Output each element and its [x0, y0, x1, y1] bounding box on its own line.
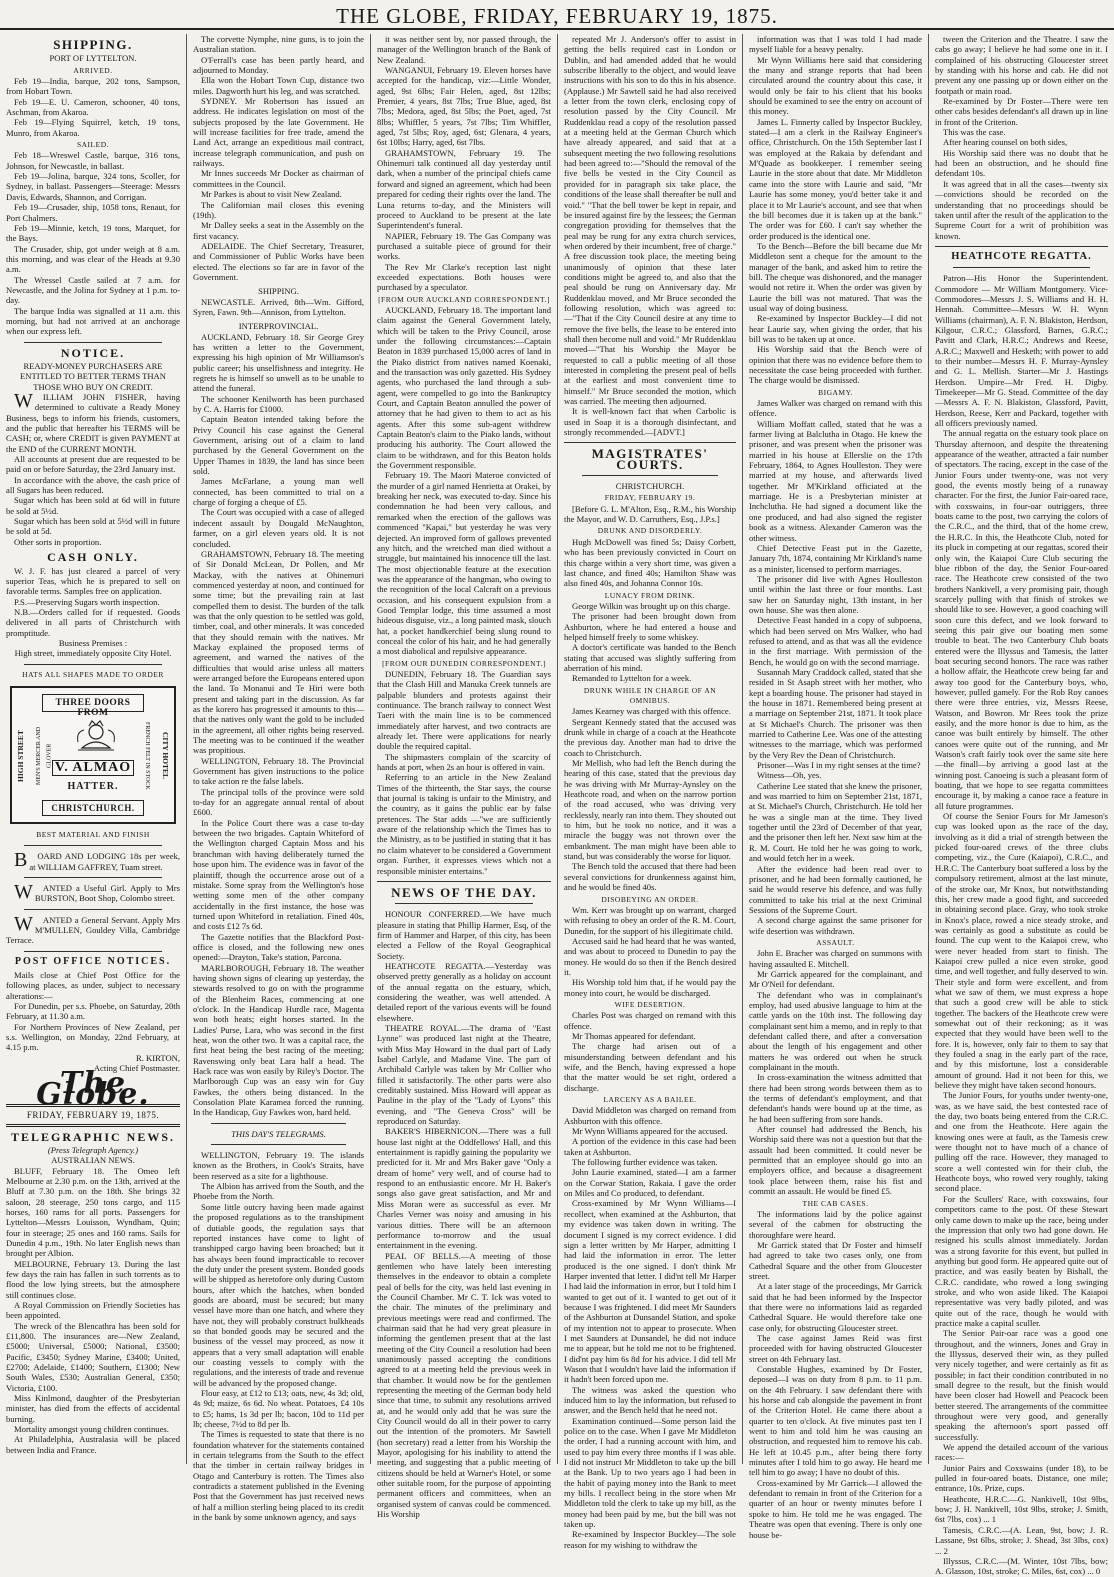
case-paragraph: Cross-examined by Mr Wynn Williams—I recollect, when examined at the Ashburton, that my evidence was taken down in writing. The document I signed is my correct evidence. I did sign a letter written by Mr Harper, admitting I had laid the information in error. The letter produced is the one signed. I don't think Mr Harper invented that letter. I did'nt tell Mr Harper I had laid the information in error, but I told him I wanted to get out of it. I wanted to get out of it because I was frightened. I did meet Mr Saunders of the Ashburton at Dunsandel Station, and spoke of my intention not to appear to prosecute. When I met Saunders at Dunsandel, he did not induce me to appear, but he told me not to be frightened. I did'nt pay him 6s 8d for his advice. I did tell Mr Wason that I wouldn't have laid the information if it hadn't been forced upon me. [564, 1198, 736, 1385]
column-6 [928, 34, 1114, 1577]
arrived-label: ARRIVED. [73, 65, 113, 75]
case-paragraph: Mr Wynn Williams here said that considering the many and strange reports that had been circulated around the country about this case, it would only be fair to his client that his books should be examined to see the entry on account of this money. [749, 54, 922, 117]
post-signature: Acting Chief Postmaster. [93, 1063, 180, 1074]
issue-date: FRIDAY, FEBRUARY 19, 1875. [26, 1110, 160, 1121]
case-heading: DRUNK AND DISORDERLY. [597, 526, 703, 536]
case-heading: THE CAB CASES. [802, 1198, 869, 1208]
news-paragraph: It is well-known fact that when Carbolic is used in Soap it is a thorough disinfectant, and strongly recommended.—[ADVT.] [564, 406, 736, 438]
case-paragraph: Remanded to Lyttelton for a week. [572, 673, 692, 684]
column-2 [186, 34, 370, 1523]
regatta-result: Tamesis, C.R.C.—(A. Lean, 9st, bow; J. R. Lassane, 9st 6lbs, stroke; J. Shead, 3st 3lbs, cox) ... 2 [935, 1524, 1108, 1556]
case-paragraph: Re-examined by Dr Foster—There were ten other cabs besides defendant's all drawn up in line in front of the Criterion. [935, 96, 1108, 127]
column-1 [0, 34, 186, 1464]
magistrates-courts-heading: MAGISTRATES' COURTS. [591, 446, 709, 472]
case-paragraph: Witness—Oh, yes. [757, 770, 822, 781]
divider [211, 1123, 346, 1124]
australian-news-heading: AUSTRALIAN NEWS. [51, 1155, 135, 1166]
news-paragraph: The shipmasters complain of the scarcity of hands at port, when 2s an hour is offered in vain. [377, 751, 551, 773]
news-paragraph: Mr Dalley seeks a seat in the Assembly on the first vacancy. [193, 220, 364, 241]
ad-business-name: V. ALMAO [52, 760, 134, 776]
case-paragraph: Wm. Kerr was brought up on warrant, charged with refusing to obey an order of the R. M. Court, Dunedin, for the support of his illegitimate child. [564, 904, 736, 936]
divider [377, 881, 551, 882]
classified-ad: WANTED a Useful Girl. Apply to Mrs BURSTON, Boot Shop, Colombo street. [14, 880, 180, 904]
news-paragraph: WANGANUI, February 19. Eleven horses have accepted for the handicap, viz:—Little Wonder, aged, 9st 6lbs; Fair Helen, aged, 8st 12lbs; Premier, 4 years, 8st 7lbs; True Blue, aged, 8st 7lbs; Medora, aged, 8st 5lbs; the Poet, aged, 7st 8lbs; Whiffler, 5 years, 7st 7lbs; Tim Whiffler, aged, 7st 5lbs; Roy, aged, 6st; Glenara, 4 years, 6st 10lbs; Harry, aged, 6st 7lbs. [377, 65, 551, 148]
ad-side-right: FRENCH FELT IN STOCK [144, 722, 150, 790]
correspondent-label: [FROM OUR AUCKLAND CORRESPONDENT.] [378, 294, 550, 304]
hatter-advertisement [10, 686, 176, 824]
news-paragraph: SYDNEY. Mr Robertson has issued an address. He indicates legislation on most of the subjects proposed by the late Government. He will increase facilities for free trade, amend the Land Act, arrange an expeditious mail contract, increase telegraph communication, and push on railways. [193, 96, 364, 169]
news-paragraph: The Court was occupied with a case of alleged indecent assault by Dougald McNaughton, farmer, on a girl eleven years old. It is not concluded. [193, 507, 364, 549]
case-heading: ASSAULT. [816, 937, 855, 947]
divider [24, 877, 162, 878]
case-paragraph: The informations laid by the police against several of the cabmen for obstructing the thoroughfare were heard. [749, 1208, 922, 1240]
regatta-result: Heathcote, H.R.C.—G. Nankivell, 10st 9lbs, bow; J. H. Nankivell, 10st 9lbs, stroke; J. Smith, 6st 7lbs, cox) ... 1 [935, 1493, 1108, 1525]
ad-top-label: THREE DOORS FROM [42, 694, 144, 712]
arrival-entry: Feb 19—E. U. Cameron, schooner, 40 tons, Aschman, from Akaroa. [6, 96, 180, 118]
news-paragraph: WELLINGTON, February 19. The islands known as the Brothers, in Cook's Straits, have been reserved as a site for a lighthouse. [193, 1150, 364, 1181]
court-location: CHRISTCHURCH. [615, 481, 685, 492]
court-date: FRIDAY, FEBRUARY 19. [604, 493, 696, 503]
correspondent-label: [FROM OUR DUNEDIN CORRESPONDENT.] [382, 658, 546, 668]
news-paragraph: The Rev Mr Clarke's reception last night exceeded expectations. Both houses were purchased by a speculator. [377, 261, 551, 293]
shipping-note: The Crusader, ship, got under weigh at 8 a.m. this morning, and was clear of the Heads at 9.30 a.m. [6, 243, 180, 275]
case-paragraph: The following further evidence was taken. [572, 1157, 718, 1168]
cash-paragraph: P.S.—Preserving Sugars worth inspection. [14, 596, 160, 607]
case-paragraph: James Kearney was charged with this offence. [572, 706, 731, 717]
news-paragraph: The schooner Kenilworth has been purchased by C. A. Harris for £1000. [193, 393, 364, 415]
case-paragraph: Mr Thomas appeared for defendant. [572, 1030, 696, 1041]
shipping-heading: SHIPPING. [53, 37, 133, 52]
case-paragraph: The case against James Reid was first proceeded with for having obstructed Gloucester street on 4th February last. [749, 1332, 922, 1364]
classified-ad: WANTED a General Servant. Apply Mrs M'MULLEN, Gouldey Villa, Cambridge Terrace. [6, 912, 180, 946]
case-paragraph: After counsel had addressed the Bench, his Worship said there was not a question but that the assault had been committed. It could never be permitted that an employee should go into an employers office, and because a disagreement took place between them, raise his fist and commit an assault. He would be fined £5. [749, 1124, 922, 1197]
news-paragraph: The principal tolls of the province were sold to-day for an aggregate annual rental of about £600. [193, 786, 364, 818]
case-paragraph: Hugh McDowell was fined 5s; Daisy Corbett, who has been previously convicted in Court on this charge within a very short time, was given a last chance, and fined 40s; Hamilton Shaw was also fined 40s, and Johanna Connor 10s. [564, 536, 736, 589]
column-5 [742, 34, 928, 1540]
notice-paragraph: Sugar which has been sold at 5½d will in future be sold at 5d. [6, 516, 180, 537]
case-heading: BIGAMY. [818, 387, 853, 397]
shipping-subheading: SHIPPING. [258, 286, 299, 297]
news-paragraph: The Gazette notifies that the Blackford Post-office is closed, and the following new ones opened:—Drayton, Take's station, Parcona. [193, 931, 364, 963]
column-3 [370, 34, 557, 1520]
case-paragraph: David Middleton was charged on remand from Ashburton with this offence. [564, 1105, 736, 1126]
news-paragraph: THEATRE ROYAL.—The drama of "East Lynne" was produced last night at the Theatre, with Miss May Howard in the dual part of Lady Isabel Carlyle, and Madame Vine. The part of Archibald Carlyle was taken by Mr Collier who filled it satisfactorily. The other parts were also creditably sustained. Miss Howard will appear as Pauline in the play of the "Lady of Lyons" this evening, and "The Geneva Cross" will be reproduced on Saturday. [377, 1022, 551, 1127]
divider [24, 845, 162, 846]
news-paragraph: O'Ferrall's case has been partly heard, and adjourned to Monday. [193, 54, 364, 76]
news-paragraph: Mr Innes succeeds Mr Docker as chairman of committees in the Council. [193, 168, 364, 189]
news-paragraph: DUNEDIN, February 18. The Guardian says that the Clash Hill and Manuka Creek tunnels are palpable blunders and protests against their continuance. The branch railway to connect West Taeri with the main line is to be commenced immediately after harvest, and two contracts are already let. There were applications for nearly double the required capital. [377, 668, 551, 752]
divider [24, 909, 162, 910]
newspaper-title: The Globe. [36, 1066, 150, 1112]
divider [24, 951, 162, 952]
divider [935, 246, 1108, 247]
regatta-paragraph: Junior Pairs and Coxswains (under 18), to be pulled in four-oared boats. Distance, one mile; entrance, 10s. Prize, cups. [935, 1462, 1108, 1494]
case-paragraph: A portion of the evidence in this case had been taken at Ashburton. [564, 1136, 736, 1157]
case-paragraph: To the Bench—Before the bill became due Mr Middleton sent a cheque for the amount to the manager of the bank, and asked him to retire the bill. The cheque was dishonored, and the manager would not retire it. When the order was given by Laurie the bill was not matured. That was the usual way of doing business. [749, 240, 922, 313]
regatta-paragraph: For the Scullers' Race, with coxswains, four competitors came to the post. Of these Stewart only came down to make up the race, being under the impression that only two had gone down. He resigned his sculls almost immediately. Jordan was a strong favorite for this event, but pulled in anything but good form. He appeared quite out of practice, and was easily beaten by Bishall, the C.R.C. candidate, who rowed a long swinging stroke, and who won aside liked. The Kaiapoi representative was very badly piloted, and was quite out of the race, though he would with practice make a capital sculler. [935, 1193, 1108, 1328]
news-paragraph: HEATHCOTE REGATTA.—Yesterday was observed pretty generally as a holiday on account of the annual regatta on the estuary, which, considering the weather, was well attended. A detailed report of the various events will be found elsewhere. [377, 960, 551, 1023]
divider [6, 1124, 180, 1127]
case-heading: LUNACY FROM DRINK. [604, 590, 696, 600]
news-paragraph: Miss Kinlmond, daughter of the Presbyterian minister, has died from the effects of accidental burning. [6, 1393, 180, 1424]
news-paragraph: AUCKLAND, February 18. Sir George Grey has written a letter to the Government, expressing his high opinion of Mr Williamson's public career; his unselfishness and integrity. He regrets he is himself so unwell as to be unable to attend the funeral. [193, 331, 364, 394]
case-paragraph: Catherine Lee stated that she knew the prisoner, and was married to him on September 21st, 1871, at St. Michael's Church, Christchurch. He told her he was a single man at the time. They lived together until the 23rd of December of that year, and the prisoner then left her. Next saw him at the R. M. Court. He told her he was going to work, and would fetch her in a week. [749, 780, 922, 864]
news-paragraph: Some little outcry having been made against the proposed regulations as to the transhipment of dutiable goods, the regulation says that reported instances have come to light of transhipped cargo having been broached; but it has always been found impracticable to recover the duty under the present system. Bonded goods will be shipped as heretofore only during Custom hours, after which the hatches, when bonded goods are aboard, must be secured; but many vessel have more than one hatch, and where they have not, they will probably construct bulkheads so that bonded goods may be secured and the business of the vessel may proceed, as now it appears that a very small adaptation will enable our coasting vessels to comply with the regulations, and the interests of trade and revenue will be advanced by the proposed change. [193, 1201, 364, 1388]
court-bench: [Before G. L. M'Alton, Esq., R.M., his Worship the Mayor, and W. D. Carruthers, Esq., J.P.s.] [564, 503, 736, 525]
cash-paragraph: Business Premises : [58, 637, 128, 648]
case-paragraph: Cross-examined by Mr Garrick—I allowed the defendant to remain in front of the Criterion for a quarter of an hour or twenty minutes before I spoke to him. He told me he was engaged. The Theatre was open that evening. There is only one house be- [749, 1477, 922, 1540]
case-paragraph: Detective Feast handed in a copy of subpoena, which had been served on Mrs Walker, who had refused to attend, and as that was all the evidence in the first marriage. With permission of the Bench, he would go on with the second marriage. [749, 615, 922, 667]
news-paragraph: Mortality amongst young children continues. [14, 1424, 169, 1435]
cash-paragraph: N.B.—Orders called for if requested. Goods delivered in all parts of Christchurch with promptitude. [6, 606, 180, 638]
case-paragraph: John E. Bracher was charged on summons with having assaulted E. Mitchell. [749, 948, 922, 969]
news-paragraph: it was neither sent by, nor passed through, the manager of the Wellington branch of the Bank of New Zealand. [377, 34, 551, 65]
case-paragraph: His Worship said there was no doubt that he had been an obstruction, and he should fine defendant 10s. [935, 147, 1108, 179]
news-paragraph: The Californian mail closes this evening (19th). [193, 199, 364, 220]
regatta-paragraph: We append the detailed account of the various races:— [935, 1442, 1108, 1463]
sailing-entry: Feb 19—Minnie, ketch, 19 tons, Marquet, for the Bays. [6, 222, 180, 244]
news-paragraph: AUCKLAND, February 18. The important land claim against the General Government lately, which will be taken to the Privy Council, arose under the following circumstances:—Captain Beaton in 1839 purchased 15,000 acres of land in the Piako district from natives named Koenaki, and the transaction was only gazetted. His Sydney agents, who purchased the land through a sub-agent, were compelled to go into the Bankruptcy Court, and Captain Beaton annulled the power of attorney that he had given to them to act as his agents. After this some sub-agent withdrew Captain Beaton's claim to the Piako lands, without producing his authority. The Court allowed the claim to be withdrawn, and for this Beaton holds the Government responsible. [377, 304, 551, 471]
case-paragraph: It was agreed that in all the cases—twenty six—convictions should be recorded on the understanding that no proceedings should be taken until after the result of the application to the Supreme Court for a writ of prohibition was known. [935, 178, 1108, 241]
news-paragraph: A Royal Commission on Friendly Societies has been appointed. [6, 1300, 180, 1321]
news-paragraph: Captain Beaton intended taking before the Privy Council his case against the General Government, arising out of a claim to land purchased by the General Government on the Upper Thames in 1839, the land has since been sold. [193, 414, 364, 477]
news-paragraph: The corvette Nymphe, nine guns, is to join the Australian station. [193, 34, 364, 55]
case-paragraph: The witness was asked the question who induced him to lay the information, but refused to answer, and the Bench held that he need not. [564, 1384, 736, 1416]
cash-paragraph: High street, immediately opposite City Hotel. [14, 648, 172, 659]
case-heading: WIFE DESERTION. [614, 999, 686, 1009]
notice-heading: NOTICE. [60, 345, 126, 360]
case-paragraph: The prisoner did live with Agnes Houlleston until within the last three or four months. Last saw her on Saturday night, 13th instant, in her own house. She was then alone. [749, 573, 922, 615]
case-paragraph: Re-examined by Inspector Buckley—I did not hear Laurie say, when giving the order, that his bill was to be taken up at once. [749, 313, 922, 344]
case-heading: DRUNK WHILE IN CHARGE OF AN OMNIBUS. [583, 685, 717, 705]
news-paragraph: WELLINGTON, February 18. The Provincial Government has given instructions to the police to take action re the false labels. [193, 755, 364, 787]
news-paragraph: Flour easy, at £12 to £13; oats, new, 4s 3d; old, 4s 9d; maize, 6s 6d. No wheat. Potatoes, £4 10s to £5; hams, 1s 3d per lb; bacon, 10d to 11d per lb; cheese, 7½d to 8d per lb. [193, 1388, 364, 1430]
case-paragraph: George Wilkin was brought up on this charge. [572, 600, 731, 611]
notice-paragraph: All accounts at present due are requested to be paid on or before Saturday, the 23rd January inst. [6, 454, 180, 475]
case-paragraph: Sergeant Kennedy stated that the accused was drunk while in charge of a coach at the Heathcote the previous day. Another man had to drive the coach to Christchurch. [564, 716, 736, 758]
news-paragraph: February 19. The Maori Materoe convicted of the murder of a girl named Henrietta at Orakei, by breaking her neck, was executed to-day. Since his condemnation he had been very callous, and remarked when the erection of the gallows was commenced "Kapai," but yesterday he was very dejected. An improved form of gallows prevented any hitch, and the wretched man died without a struggle, but maintained his innocence till the last. The most objectionable feature at the execution was the appearance of the hangman, who owing to the recognition of the local Calcraft on a previous occasion, and his consequent expulsion from a Good Templar lodge, this time assumed a most hideous disguise, viz., a long painted mask, slouch hat, a pocket handkerchief being slung round to conceal the color of his hair, and he had generally a most diabolical and repulsive appearance. [377, 470, 551, 657]
post-paragraph: For Dunedin, per s.s. Phoebe, on Saturday, 20th February, at 11.30 a.m. [6, 1001, 180, 1022]
shipping-note: The Wressel Castle sailed at 7 a.m. for Newcastle, and the Jolina for Sydney at 1 p.m. to-day. [6, 274, 180, 306]
case-paragraph: Mr Garrick stated that Dr Foster and himself had agreed to take two cases only, one from Cathedral Square and the other from Gloucester street. [749, 1239, 922, 1281]
case-paragraph: Re-examined by Inspector Buckley—The sole reason for my wishing to withdraw the [564, 1529, 736, 1550]
port-subheading: PORT OF LYTTELTON. [49, 53, 137, 64]
case-paragraph: After hearing counsel on both sides, [943, 137, 1068, 148]
case-paragraph: Constable Hughes, examined by Dr Foster, deposed—I was on duty from 8 p.m. to 11 p.m. on the 4th February. I saw defendant there with his horse and cab alongside the pavement in front of the Criterion Hotel. He came there about a quarter to ten o'clock. At five minutes past ten I went to him and told him he was causing an obstruction, and requested him to remove his cab. He left at 10.45 p.m., after being there forty minutes after I told him to go away. He heard me tell him to go away; I have no doubt of this. [749, 1364, 922, 1478]
case-paragraph: James L. Finnerty called by Inspector Buckley, stated—I am a clerk in the Railway Engineer's office, Christchurch. On the 15th September last I was employed at the Rakaia by defendant and M'Quade as bookkeeper. I remember seeing Laurie in the store about that date. Mr Middleton came into the store with Laurie and said, "Mr Laurie has some money, you'd better take it and place it to Mr Laurie's account, and see that when the bill becomes due it is taken up at the bank." The order was for £60. I can't say whether the order produced is the identical one. [749, 116, 922, 241]
news-paragraph: In the Police Court there was a case to-day between the two brigades. Captain Whiteford of the Wellington charged Captain Moss and his branchman with having deliberately turned the hose upon him. The evidence was in favor of the plaintiff, though the occurrence arose out of a mistake. Some spray from the Wellington's hose wetting some men of the other company accidentally in the first instance, the hose was turned upon Whiteford in retaliation. Fined 40s, and costs £12 7s 6d. [193, 817, 364, 932]
shipping-note: The barque India was signalled at 11 a.m. this morning, but had not arrived at an anchorage when our express left. [6, 305, 180, 337]
sailing-entry: Feb 19—Crusader, ship, 1058 tons, Renaut, for Port Chalmers. [6, 202, 180, 223]
case-heading: DISOBEYING AN ORDER. [601, 894, 699, 904]
todays-telegrams-heading: THIS DAY'S TELEGRAMS. [231, 1128, 326, 1139]
divider [953, 267, 1090, 268]
column-4 [557, 34, 742, 1550]
case-heading: LARCENY AS A BAILEE. [603, 1095, 697, 1105]
news-paragraph: PEAL OF BELLS.—A meeting of those gentlemen who have lately been interesting themselves in the endeavor to obtain a complete peal of bells for the city, was held last evening in the Council Chamber. Mr C. T. Ick was voted to the chair. The minutes of the preliminary and previous meetings were read and confirmed. The chairman said that he had very great pleasure in informing the gentlemen present that at the last meeting of the City Council a resolution had been unanimously passed accepting the conditions agreed to at a meeting held the previous week in that chamber. It would now be for the gentlemen representing the meeting of the German body held since that time, to submit any resolutions arrived at, and he would only add that he was sure the City Council would do all in their power to carry out the intention of the promoters. Mr Sawtell (hon secretary) read a letter from his Worship the Mayor, apologising for his inability to attend the meeting, and suggesting that a public meeting of citizens should be held at Warner's Hotel, or some other suitable room, for the purpose of appointing permanent officers and committees, when an organised system of canvas could be commenced. His Worship [377, 1250, 551, 1520]
news-paragraph: MELBOURNE, February 13. During the last few days the rain has fallen in such torrents as to flood the low lying streets, but the atmosphere still continues close. [6, 1258, 180, 1300]
case-paragraph: Mr Garrick appeared for the complainant, and Mr O'Neil for defendant. [749, 968, 922, 990]
news-paragraph: James McFarlane, a young man well connected, has been committed to trial on a charge of forging a cheque of £5. [193, 476, 364, 508]
news-paragraph: ADELAIDE. The Chief Secretary, Treasurer, and Commissioner of Public Works have been elected. The elections so far are in favor of the Government. [193, 240, 364, 282]
case-paragraph: At a later stage of the proceedings, Mr Garrick said that he had been informed by the Inspector that there were no informations laid as regarded Cathedral Square. He would therefore take one case only, for obstructing Gloucester street. [749, 1281, 922, 1333]
case-paragraph: Charles Post was charged on remand with this offence. [564, 1010, 736, 1031]
notice-paragraph: Other sorts in proportion. [14, 536, 102, 547]
news-paragraph: The wreck of the Blencathra has been sold for £11,800. The insurances are—New Zealand, £5000; Universal, £5000; National, £3500; Pacific, £3450; Sydney Marine, £3400; United, £2700; Adelaide, £1400; Southern, £1300; New South Wales, £530; Australian General, £350; Victoria, £100. [6, 1320, 180, 1393]
regatta-paragraph: Of course the Senior Fours for Mr Jameson's cup was looked upon as the race of the day, involving as it did a trial of strength between the picked four-oared crews of the three clubs competing, viz., the Cure (Kaiapoi), C.R.C., and H.R.C. The Canterbury boat suffered a loss by the compulsory retirement, almost at the last minute, of the stroke oar, Mr Knox, but notwithstanding this, her crew made a good fight, and succeeded in obtaining second place. Gray, who took stroke in Knox's place, rowed a nice steady stroke, and was certainly as good a substitute as could be found. The cup went to the Kaiapoi crew, who were never headed from start to finish. The Kaiapoi crew pulled a nice even stroke, good time, and well together, and fully deserved to win. Their style and form were excellent, and from what we saw of them, we must express a hope that such a good crew will be able to stick together. The backers of the Heathcote crew were somewhat out of their reckoning; as it was expected that they would have been well to the fore. It is, however, only fair to them to say that they fouled a snag in the early part of the race, and by this misfortune, lost a considerable amount of ground. Had it not been for this, we believe they might have taken second honours. [935, 811, 1108, 1091]
regatta-paragraph: The annual regatta on the estuary took place on Thursday afternoon, and despite the threatening appearance of the weather, attracted a fair number of spectators. The racing, except in the case of the Junior Fours under twenty-one, was not very good, the events mostly being of a runaway character. For the first, the Junior Fair-oared race, with coxswains, in four-oar outriggers, three boats came to the post, two carrying the colors of the C.R.C., and the third, that of the home crew, the H.R.C. In this, the Heathcote Club, noted for its pluck in competing at our regattas, scored their only win, the Kaiapoi Cure Club securing the blue ribbon of the day, the Senior Four-oared race. The Heathcote crew consisted of the two brothers Nankivell, a very promising pair, though scarcely pulling with that finish of strokes we should like to see. However, a good coaching will soon cure this defect, and we look forward to seeing this pair give our boating men some trouble to beat. The two Canterbury Club boats entered were the Illyssus and Tamesis, the latter boat securing second honors. The race was rather a hollow affair, the Heathcote crew being far and away too good for the Canterbury boys, who, however, pulled gamely. For the Rob Roy canoes there were three entries, viz, Messrs Reese, Watson, and Bowron. Mr Rees took the prize easily, and the more honor is due to him, as the canoe was built entirely by himself. The other canoes were quite out of the running, and Mr Watson's craft fairly took over the same site here—the finall—by arriving a good last at the winning post. Canoeing is such a pleasant form of boating, that we hope to see regatta committees encourage it, by making a canoe race a feature in all future programmes. [935, 428, 1108, 811]
case-paragraph: tween the Criterion and the Theatre. I saw the cabs go away; I believe he had some one in it. I complained of his obstructing Gloucester street by standing with his horse and cab. He did not prevent any one passing up or down either on the footpath or main road. [935, 34, 1108, 96]
arrival-entry: Feb 19—India, barque, 202 tons, Sampson, from Hobart Town. [6, 76, 180, 97]
case-paragraph: A doctor's certificate was handed to the Bench stating that accused was slightly suffering from aberration of his mind. [564, 642, 736, 673]
telegraphic-news-heading: TELEGRAPHIC NEWS. [10, 1129, 176, 1144]
notice-paragraph: Sugar which has been sold at 6d will in future be sold at 5½d. [6, 495, 180, 516]
case-paragraph: The defendant who was in complainant's employ, had used abusive language to him at the cattle yards on the 10th inst. The following day complainant sent him a memo, and in reply to that defendant called there, and after a conversation about the length of his engagement and other matters he was ordered out when he struck complainant in the mouth. [749, 989, 922, 1073]
case-paragraph: Prisoner—Was I in my right senses at the time? [757, 760, 921, 771]
news-paragraph: HONOUR CONFERRED.—We have much pleasure in stating that Phillip Harmer, Esq, of the firm of Hammer and Harper, of this city, has been elected a Fellow of the Royal Geographical Society. [377, 909, 551, 961]
news-paragraph: Referring to an article in the New Zealand Times of the thirteenth, the Star says, the course that journal is taking is unfair to the Ministry, and the country, as it gains the public ear by false pretences. The Star adds —"we are sufficiently aware of the relationship which the Times has to the Ministry, as to be justified in stating that it has no claim whatever to be considered a Government organ. Further, it expresses views which not a responsible minister entertains." [377, 772, 551, 876]
post-signature: R. KIRTON, [136, 1052, 180, 1063]
divider [24, 664, 162, 665]
sailed-label: SAILED. [76, 140, 110, 150]
heathcote-regatta-heading: HEATHCOTE REGATTA. [951, 250, 1092, 262]
case-paragraph: After the evidence had been read over to prisoner, and he had been formally cautioned, he said he would reserve his defence, and was fully committed to take his trial at the next Criminal Sessions of the Supreme Court. [749, 863, 922, 915]
regatta-paragraph: The Senior Pair-oar race was a good one throughout, and the winners, Jones and Gray in the Illyssus, deserved their win, as they pulled very nicely together, and were certainly as fit as possible; in fact their condition contributed in no small degree to the result, but the finish would have been closer had Howell and Peacock been better steered. The arrangements of the committee throughout were very good, and generally speaking the afternoon's sport passed off successfully. [935, 1328, 1108, 1442]
ad-side-left: MEN'S MERCER AND GLOVER [36, 726, 53, 785]
news-paragraph: GRAHAMSTOWN, February 18. The meeting of Sir Donald McLean, Dr Pollen, and Mr Mackay, with the natives at Ohinemuri commenced yesterday at noon, and continued for some time; but the prevailing rain at last compelled them to desist. The burden of the talk was that the only question to be settled was gold, timber, coal, and other minerals. It was conceded that they should remain with the natives. Mr Mackay explained the proposed terms of agreement, and warned the natives of the difficulties that would arise unless all matters were arranged before the Europeans entered upon the land. To Monanui and Te Hiri were both present and taking part in the discussion. As far as the korero has progressed it amounts to this—that the natives only want the gold to be included in the agreement, all other rights being reserved. The meeting was to be continued if the weather was propitious. [193, 548, 364, 756]
hatter-ad-caption: HATS ALL SHAPES MADE TO ORDER [22, 669, 164, 679]
case-paragraph: information was that I was told I had made myself liable for a heavy penalty. [749, 34, 922, 55]
news-paragraph: GRAHAMSTOWN, February 19. The Ohinemuri talk continued all day yesterday until dark, when a number of the principal chiefs came forward and signed an agreement, which had been prepared for ceding their rights over the land. The Luna returns to-day, and the Ministers will proceed to Auckland to be present at the late Superintendent's funeral. [377, 147, 551, 231]
divider [211, 1144, 346, 1145]
news-paragraph: The Albion has arrived from the South, and the Phoebe from the North. [193, 1181, 364, 1202]
case-paragraph: The Bench told the accused that there had been several convictions for drunkenness against him, and he would be fined 40s. [564, 861, 736, 893]
news-paragraph: Mr Parkes is about to visit New Zealand. [201, 189, 342, 200]
divider [582, 475, 718, 476]
news-paragraph: The Times is requested to state that there is no foundation whatever for the statements contained in certain telegrams from the South to the effect that the timber in certain railway bridges in Otago and Canterbury is rotten. The Times also contradicts a statement published in the Evening Post that the Government has just received news of half a million sterling being placed to its credit in the bank by some unknown agency, and says [193, 1429, 364, 1523]
post-office-heading: POST OFFICE NOTICES. [14, 955, 172, 967]
news-paragraph: BLUFF, February 18. The Omeo left Melbourne at 2.30 p.m. on the 13th, arrived at the Bluff at 7.30 p.m. on the 18th. She brings 32 saloon, 28 steerage, 250 tons cargo, and 115 horses, 160 rams for all ports. Passengers for Lyttelton—Messrs Louisson, Wyndham, Quin; four in steerage; 25 ones and 160 rams. Sails for Dunedin 4 p.m., 19th. No later English news than brought per Albion. [6, 1165, 180, 1259]
news-paragraph: repeated Mr J. Anderson's offer to assist in getting the bells required cast in London or Dublin, and had amended added that he would subscribe liberally to the object, and would leave instructions with his son to do this in his absence. (Applause.) Mr Sawtell said he had also received a letter from the town clerk, enclosing copy of resolution passed by the City Council. Mr Ruddenklau read a copy of the resolution passed at a meeting held at the German Church which have already appeared, and said that at a subsequent meeting the two following resolutions had been agreed to:—"Should the removal of the five bells be vested in the City Council as provided for in paragraph six take place, the conditions of the lease shall thereafter be null and void." "That the bell tower be kept in repair, and be insured against fire by the lessees; the German congregation providing for themselves that the peal may be rung for any extra church services, when ordered by their incumbent, free of charge." A free discussion took place, the meeting being unanimously of opinion that these later conditions might be agreed to, and also that the peal should be rung on Anniversary day. Mr Ruddenklau moved, and Mr Bruce seconded the following resolution, which was agreed to:—"That if the City Council desire at any time to remove the five bells, the lease to be entered into shall then become null and void." Mr Ruddenklau moved—"That his Worship the Mayor be requested to call a public meeting of all those interested in completing the present peal of bells at the earliest and most convenient time to himself." Mr Bruce seconded the motion, which was carried. The meeting then adjourned. [564, 34, 736, 407]
news-of-the-day-heading: NEWS OF THE DAY. [391, 884, 537, 900]
news-paragraph: NAPIER, February 19. The Gas Company was purchased a suitable piece of ground for their works. [377, 230, 551, 262]
masthead: THE GLOBE, FRIDAY, FEBRUARY 19, 1875. [0, 0, 1114, 30]
ad-right-label: CITY HOTEL [161, 732, 170, 780]
post-paragraph: For Northern Provinces of New Zealand, per s.s. Wellington, on Monday, 22nd February, at 4.15 p.m. [6, 1021, 180, 1053]
case-paragraph: The charge had arisen out of a misunderstanding between defendant and his wife, and the Bench, having expressed a hope that the matter would be set right, ordered a discharge. [564, 1041, 736, 1093]
case-paragraph: The prisoner had been brought down from Ashburton, where he had entered a house and helped himself freely to some whiskey. [564, 611, 736, 642]
notice-caps: READY-MONEY PURCHASERS ARE ENTITLED TO BETTER TERMS THAN THOSE WHO BUY ON CREDIT. [20, 360, 166, 392]
news-paragraph: At Philadelphia, Australasia will be placed between India and France. [6, 1434, 180, 1455]
case-paragraph: Mr Wynn Williams appeared for the accused. [572, 1126, 728, 1137]
case-paragraph: In cross-examination the witness admitted that there had been strong words between them as to the terms of defendant's employment, and that defendant's hands were bound up at the time, as he had been suffering from sore hands. [749, 1072, 922, 1124]
press-agency: (Press Telegraph Agency.) [47, 1144, 139, 1155]
case-paragraph: Susannah Mary Craddock called, stated that she resided in St Asaph street with her mother, who kept a boarding house. The prisoner had stayed in the house in 1871. Remembered being present at a marriage on September 21st, 1871. It took place at St Michael's Church. The prisoner was then married to Catherine Lee. Was one of the attesting witnesses to the marriage, which was performed by the Very Rev the Dean of Christchurch. [749, 666, 922, 760]
hatter-ad-footer: BEST MATERIAL AND FINISH [36, 829, 150, 839]
case-paragraph: John Laurie examined, stated—I am a farmer on the Corwar Station, Rakaia. I gave the order on Miles and Co produced, to defendant. [564, 1167, 736, 1199]
case-paragraph: William Moffatt called, stated that he was a farmer living at Balclutha in Otago. He knew the prisoner, and was present when the prisoner was married in his house at Ellerslie on the 17th February, 1864, to Agnes Houlleston. They were married at my house, and afterwards lived together. Mr M'Kirkland officiated at the marriage. He is a Presbyterian minister at Inchclutha. He had signed a document like the one produced, and had also signed the register book as a witness. Alexander Cameron was the other witness. [749, 418, 922, 543]
notice-paragraph: In accordance with the above, the cash price of all Sugars has been reduced. [6, 474, 180, 496]
cash-only-heading: CASH ONLY. [47, 550, 139, 565]
case-paragraph: Accused said he had heard that he was wanted, and was about to proceed to Dunedin to pay the money. He would do so then if the Bench desired it. [564, 935, 736, 977]
post-paragraph: Mails close at Chief Post Office for the following places, as under, subject to necessary alterations:— [6, 970, 180, 1001]
case-paragraph: His Worship said that the Bench were of opinion that there was no evidence before them to necessitate the case being proceeded with further. The charge would be dismissed. [749, 344, 922, 386]
royal-crest-icon [74, 718, 118, 756]
classified-ad: BOARD AND LODGING 18s per week, at WILLIAM GAFFREY, Tuam street. [14, 849, 180, 872]
ad-left-label: HIGH STREET [16, 729, 25, 782]
case-paragraph: A second charge against the same prisoner for wife desertion was withdrawn. [749, 915, 922, 936]
sailing-entry: Feb 18—Wreswel Castle, barque, 316 tons, Johnson, for Newcastle, in ballast. [6, 150, 180, 171]
case-paragraph: This was the case. [943, 127, 1006, 138]
regatta-paragraph: The Junior Fours, for youths under twenty-one, was, as we have said, the best contested race of the day, two boats being entered from the C.R.C. and one from the Heathcote. Here again the knowing ones were at fault, as the Tamesis crew were thought not to have much of a chance of pulling off the race. However, they managed to score a well contested win for their club, the Heathcote boys, who rowed very roughly, taking second place. [935, 1090, 1108, 1194]
case-paragraph: Mr Mellish, who had left the Bench during the hearing of this case, stated that the previous day he was driving with Mr Murray-Aynsley on the Heathcote road, and when on the narrow portion of the road accused, who was driving very recklessly, nearly ran into them. They shouted out to him, but he took no notice, and it was a miracle the buggy was not thrown over the embankment. The man might have been able to stand, but was considerably the worse for liquor. [564, 758, 736, 862]
divider [24, 342, 162, 343]
divider [564, 442, 736, 443]
regatta-result: Illyssus, C.R.C.—(M. Winter, 10st 7lbs, bow; A. Glasson, 10st, stroke; C. Miles, 6st, cox) ... 0 [935, 1555, 1108, 1577]
cash-paragraph: W. J. F. has just cleared a parcel of very superior Teas, which he is prepared to sell on favorable terms. Samples free on application. [6, 565, 180, 597]
news-paragraph: Ella won the Hobart Town Cup, distance two miles. Dagworth hurt his leg, and was scratched. [193, 75, 364, 96]
news-paragraph: NEWCASTLE. Arrived, 8th—Wm. Gifford, Syren, Fawn. 9th—Annison, from Lyttelton. [193, 296, 364, 317]
case-paragraph: James Walker was charged on remand with this offence. [749, 398, 922, 419]
interprovincial-heading: INTERPROVINCIAL. [238, 321, 319, 332]
regatta-paragraph: Patron—His Honor the Superintendent. Commodore — Mr William Montgomery. Vice-Commodores—Messrs J. S. Williams and H. H. Hennah. Committee—Messrs W. H. Wynn Williams (chairman), A. F. N. Blakiston, Herdson, Kilgour, C.R.C.; Glassford, Barnes, G.R.C.; Pavitt and Clark, H.R.C.; Andrews and Reese, A.R.C.; Maxwell and Hesketh; with power to add to their number—Messrs H. F. Murray-Aynsley and G. L. Mellish. Starter—Mr J. Hastings Herdson. Umpire—Mr Fred. H. Digby. Timekeeper—Mr G. Stead. Committee of the day—Messrs A. F. N. Blakiston, Glassford, Pavitt, Herdson, Reese, Kerr and Packard, together with all officers previously named. [935, 273, 1108, 429]
sailing-entry: Feb 19—Jolina, barque, 324 tons, Scoller, for Sydney, in ballast. Passengers—Steerage: Messrs Davis, Edwards, Shannon, and Corrigan. [6, 171, 180, 202]
case-paragraph: Chief Detective Feast put in the Gazette, January 7th, 1874, containing Mr Kirkland's name as a minister, licensed to perform marriages. [749, 542, 922, 574]
divider [395, 903, 533, 904]
case-paragraph: Examination continued—Some person laid the police on to the case. When I gave Mr Middleton the order, I had a running account with him, and used to pay him every three months if I was able. I did not instruct Mr Middleton to take up the bill at the Bank. Up to two years ago I had been in the habit of paying money into the Bank to meet my bills. I recollect being in the store when Mr Middleton told the clerk to take up my bill, as the money had been paid by me, but the bill was not taken up. [564, 1415, 736, 1530]
ad-trade: HATTER. [67, 780, 119, 792]
news-paragraph: BAKER'S HIBERNICON.—There was a full house last night at the Oddfellows' Hall, and this entertainment is rapidly gaining the popularity we predicted for it. Mr and Mrs Baker gave "Only a dream of home" very well, and of course had to respond to an enthusiastic encore. Mr H. Baker's songs also gave great satisfaction, and Mr and Miss Moran were as successful as ever. Mr Charles Verner was noisy and amusing in his various ditties. There will be an afternoon performance to-morrow and the usual entertainment in the evening. [377, 1126, 551, 1251]
news-paragraph: MARLBOROUGH, February 18. The weather having shown signs of clearing up yesterday, the stewards resolved to go on with the programme of the Blenheim Races, commencing at one o'clock. In the Handicap Hurdle race, Magenta won both heats; eight horses started. In the Ladies' Purse, Lara, who was second in the first heat, won the other two. It was a capital race, the first heat being the best racing of the meeting; Ravenswing only beat Lara half a head. The Hack race was won easily by Riley's Doctor. The Marlborough Cup was an easy win for Guy Fawkes, the others being distanced. In the Consolation Plate Karamea forced the running. In the Handicap, Guy Fawkes won, hard held. [193, 962, 364, 1118]
notice-paragraph: WILLIAM JOHN FISHER, having determined to cultivate a Ready Money Business, begs to inform his friends, customers, and the public that hereafter his TERMS will be CASH; or, where CREDIT is given PAYMENT at the END of the CURRENT MONTH. [6, 390, 180, 454]
ad-bottom-label: CHRISTCHURCH. [42, 800, 144, 816]
case-paragraph: His Worship told him that, if he would pay the money into court, he would be discharged. [564, 977, 736, 998]
arrival-entry: Feb 19—Flying Squirrel, ketch, 19 tons, Munro, from Akaroa. [6, 117, 180, 138]
